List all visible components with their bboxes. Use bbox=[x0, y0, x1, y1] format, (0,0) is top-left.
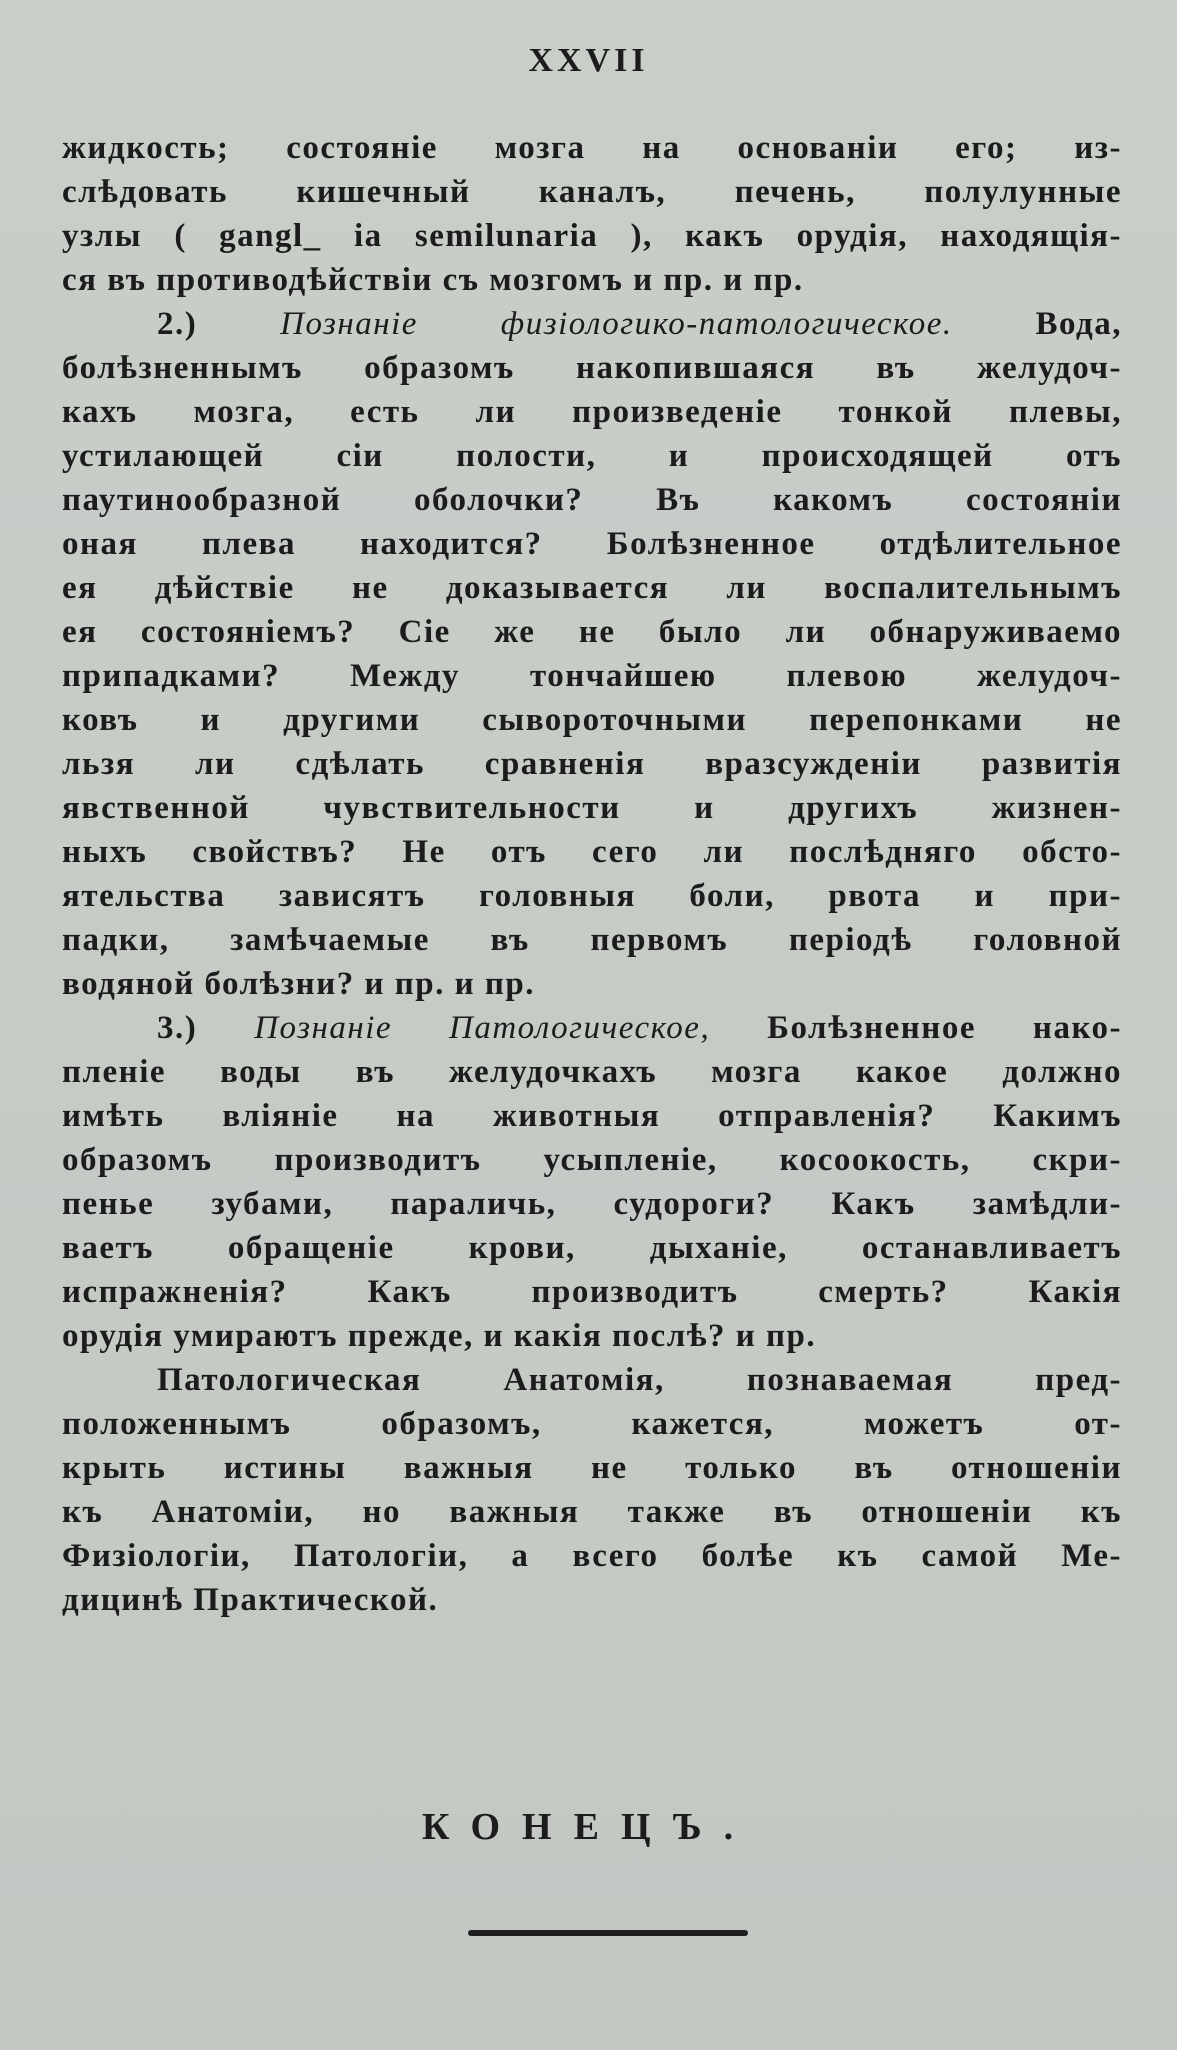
text-line: образомъ производитъ усыпленіе, косоокость, скри- bbox=[62, 1142, 1122, 1178]
text-line: падки, замѣчаемые въ первомъ періодѣ головной bbox=[62, 922, 1122, 958]
text-line: ваетъ обращеніе крови, дыханіе, останавливаетъ bbox=[62, 1230, 1122, 1266]
text-line: ковъ и другими сывороточными перепонками не bbox=[62, 702, 1122, 738]
text-fragment: Вода, bbox=[1035, 306, 1123, 342]
section-heading: Познаніе Патологическое, bbox=[254, 1010, 711, 1046]
text-line: положеннымъ образомъ, кажется, можетъ от- bbox=[62, 1406, 1122, 1442]
text-line: кахъ мозга, есть ли произведеніе тонкой плевы, bbox=[62, 394, 1122, 430]
text-line: ея состояніемъ? Сіе же не было ли обнаруживаемо bbox=[62, 614, 1122, 650]
item-number: 2.) bbox=[157, 306, 198, 342]
paragraph-1 bbox=[62, 126, 1122, 302]
text-line: ея дѣйствіе не доказывается ли воспалительнымъ bbox=[62, 570, 1122, 606]
text-line: Физіологіи, Патологіи, а всего болѣе къ самой Ме- bbox=[62, 1538, 1122, 1574]
text-line: болѣзненнымъ образомъ накопившаяся въ желудоч- bbox=[62, 350, 1122, 386]
text-line: ся въ противодѣйствіи съ мозгомъ и пр. и пр. bbox=[62, 262, 804, 298]
paragraph-2 bbox=[62, 302, 1122, 1006]
text-line: ныхъ свойствъ? Не отъ сего ли послѣдняго обсто- bbox=[62, 834, 1122, 870]
text-line: орудія умираютъ прежде, и какія послѣ? и пр. bbox=[62, 1318, 817, 1354]
text-line: ятельства зависятъ головныя боли, рвота и при- bbox=[62, 878, 1122, 914]
text-line: водяной болѣзни? и пр. и пр. bbox=[62, 966, 535, 1002]
text-line: слѣдовать кишечный каналъ, печень, полулунные bbox=[62, 174, 1122, 210]
text-line: устилающей сіи полости, и происходящей отъ bbox=[62, 438, 1122, 474]
text-line: пленіе воды въ желудочкахъ мозга какое должно bbox=[62, 1054, 1122, 1090]
text-line: крыть истины важныя не только въ отношеніи bbox=[62, 1450, 1122, 1486]
closing-rule bbox=[468, 1930, 748, 1936]
text-line: къ Анатоміи, но важныя также въ отношеніи къ bbox=[62, 1494, 1122, 1530]
text-line: жидкость; состояніе мозга на основаніи его; из- bbox=[62, 130, 1122, 166]
item-number: 3.) bbox=[157, 1010, 198, 1046]
ending-title: КОНЕЦЪ. bbox=[421, 1806, 756, 1848]
text-line: Патологическая Анатомія, познаваемая пред- bbox=[157, 1362, 1122, 1398]
text-line: припадками? Между тончайшею плевою желудоч- bbox=[62, 658, 1122, 694]
paragraph-3 bbox=[62, 1006, 1122, 1358]
body-text bbox=[62, 126, 1122, 1622]
text-line bbox=[62, 1006, 1122, 1050]
section-heading: Познаніе физіологико-патологическое. bbox=[280, 306, 953, 342]
text-line: пенье зубами, параличь, судороги? Какъ замѣдли- bbox=[62, 1186, 1122, 1222]
text-line: дицинѣ Практической. bbox=[62, 1582, 439, 1618]
paragraph-4 bbox=[62, 1358, 1122, 1622]
page-number: XXVII bbox=[528, 42, 649, 79]
text-line: льзя ли сдѣлать сравненія вразсужденіи развитія bbox=[62, 746, 1122, 782]
text-line: явственной чувствительности и другихъ жизнен- bbox=[62, 790, 1122, 826]
text-line: паутинообразной оболочки? Въ какомъ состояніи bbox=[62, 482, 1122, 518]
text-line: имѣть вліяніе на животныя отправленія? Какимъ bbox=[62, 1098, 1122, 1134]
text-fragment: Болѣзненное нако- bbox=[767, 1010, 1123, 1046]
text-line: оная плева находится? Болѣзненное отдѣлительное bbox=[62, 526, 1122, 562]
text-line: испражненія? Какъ производитъ смерть? Какія bbox=[62, 1274, 1122, 1310]
text-line bbox=[62, 302, 1122, 346]
text-line: узлы ( gangl_ ia semilunaria ), какъ орудія, находящія- bbox=[62, 218, 1122, 254]
